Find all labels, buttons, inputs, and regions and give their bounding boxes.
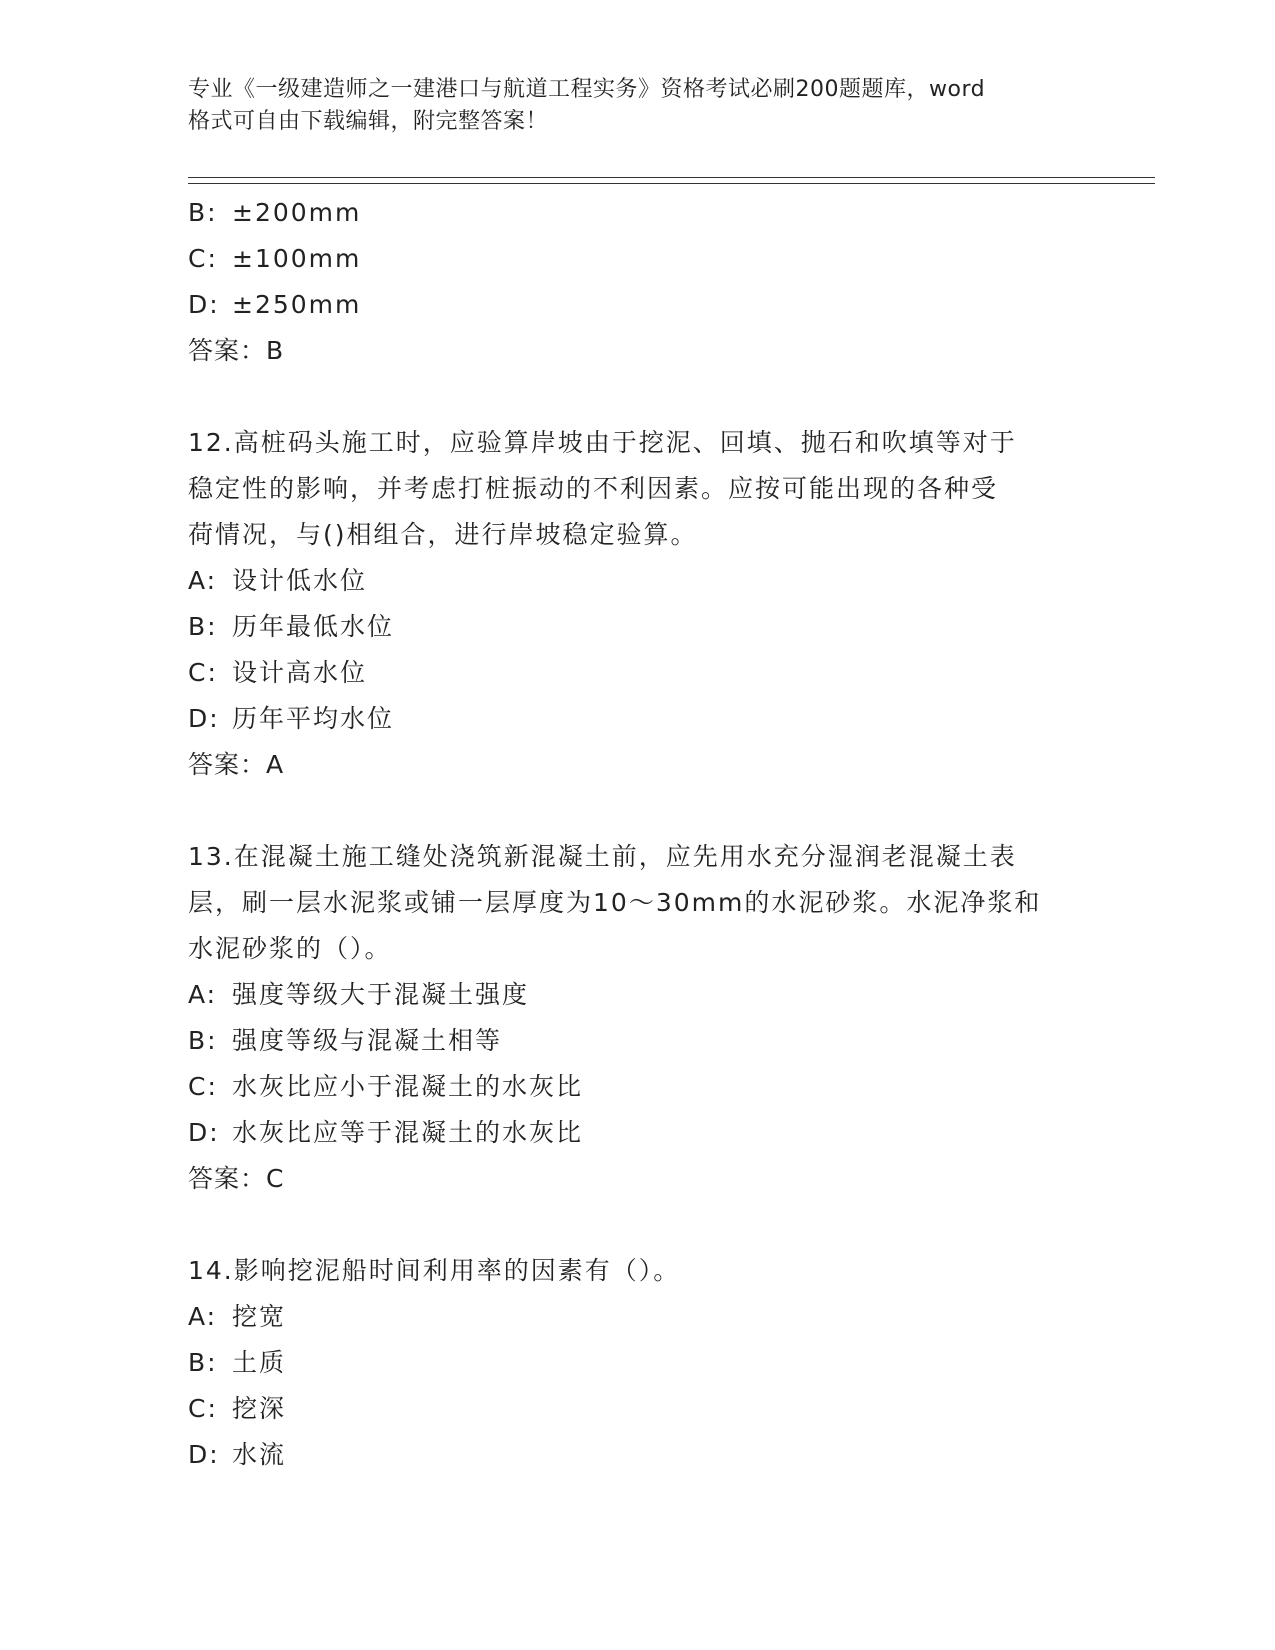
header-divider-top: [188, 177, 1155, 178]
option-c: C: 设计高水位: [188, 658, 368, 687]
header-line-2: 格式可自由下载编辑，附完整答案！: [188, 109, 549, 134]
document-body: [188, 190, 1088, 1478]
question-11-tail: [188, 190, 1088, 374]
spacer: [188, 788, 1088, 834]
option-d: D: 水流: [188, 1440, 287, 1469]
spacer: [188, 1202, 1088, 1248]
question-14: [188, 1248, 1088, 1478]
option-c: C: 挖深: [188, 1394, 287, 1423]
option-b: B: 强度等级与混凝土相等: [188, 1026, 503, 1055]
answer: 答案：B: [188, 336, 285, 365]
question-text-line: 稳定性的影响，并考虑打桩振动的不利因素。应按可能出现的各种受: [188, 474, 999, 503]
question-text-line: 13.在混凝土施工缝处浇筑新混凝土前，应先用水充分湿润老混凝土表: [188, 842, 1017, 871]
option-d: D: 历年平均水位: [188, 704, 395, 733]
option-c: C: ±100mm: [188, 244, 362, 273]
question-text-line: 层，刷一层水泥浆或铺一层厚度为10～30mm的水泥砂浆。水泥净浆和: [188, 888, 1042, 917]
option-d: D: 水灰比应等于混凝土的水灰比: [188, 1118, 584, 1147]
answer: 答案：A: [188, 750, 285, 779]
question-text-line: 12.高桩码头施工时，应验算岸坡由于挖泥、回填、抛石和吹填等对于: [188, 428, 1017, 457]
option-d: D: ±250mm: [188, 290, 362, 319]
document-header: [188, 74, 1088, 138]
question-12: [188, 420, 1088, 788]
question-13: [188, 834, 1088, 1202]
question-text-line: 荷情况，与()相组合，进行岸坡稳定验算。: [188, 520, 698, 549]
option-b: B: ±200mm: [188, 198, 362, 227]
header-divider-bottom: [188, 183, 1155, 184]
option-a: A: 设计低水位: [188, 566, 368, 595]
option-b: B: 历年最低水位: [188, 612, 395, 641]
option-a: A: 强度等级大于混凝土强度: [188, 980, 530, 1009]
option-c: C: 水灰比应小于混凝土的水灰比: [188, 1072, 584, 1101]
option-a: A: 挖宽: [188, 1302, 287, 1331]
answer: 答案：C: [188, 1164, 285, 1193]
option-b: B: 土质: [188, 1348, 287, 1377]
question-text-line: 水泥砂浆的（）。: [188, 934, 392, 963]
question-text-line: 14.影响挖泥船时间利用率的因素有（）。: [188, 1256, 681, 1285]
header-line-1: 专业《一级建造师之一建港口与航道工程实务》资格考试必刷200题题库，word: [188, 77, 986, 102]
spacer: [188, 374, 1088, 420]
